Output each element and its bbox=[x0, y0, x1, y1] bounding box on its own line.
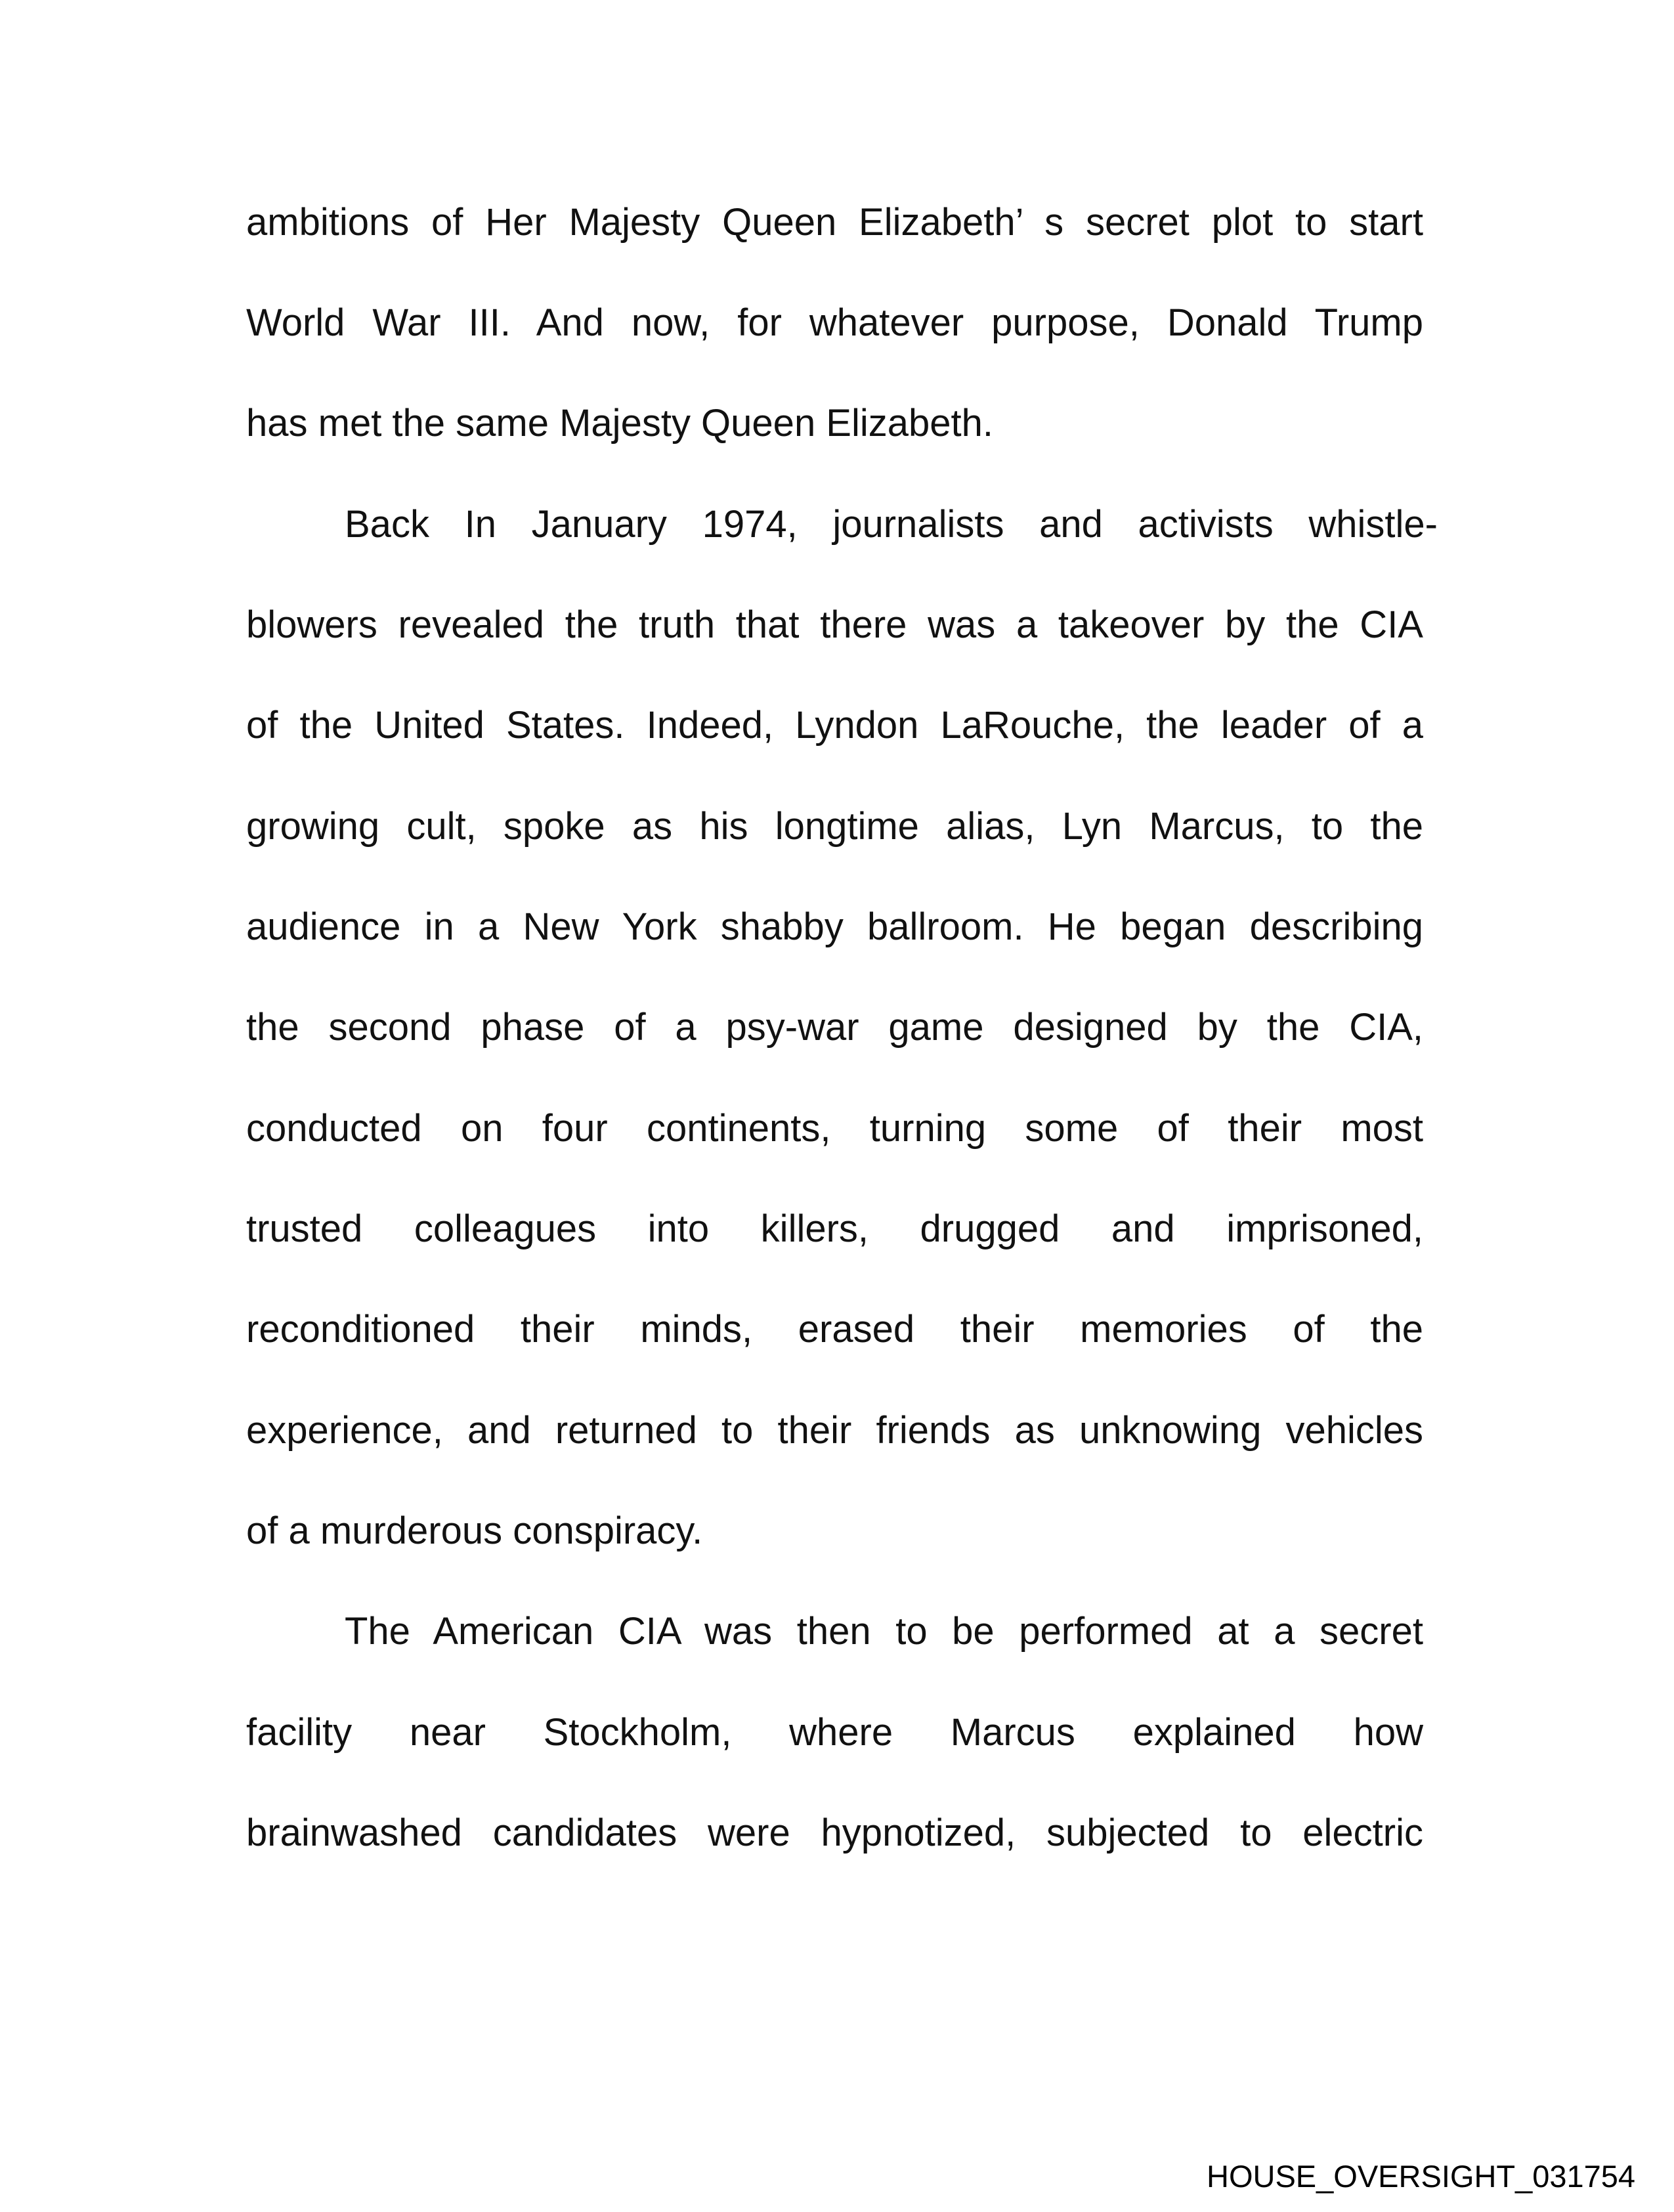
text-line: trusted colleagues into killers, drugged and imprisoned, bbox=[246, 1207, 1423, 1250]
bates-number: HOUSE_OVERSIGHT_031754 bbox=[1207, 2159, 1636, 2194]
text-line: the second phase of a psy-war game designed by the CIA, bbox=[246, 1006, 1423, 1049]
text-line: Back In January 1974, journalists and activists whistle- bbox=[345, 503, 1438, 546]
text-line: ambitions of Her Majesty Queen Elizabeth’ s secret plot to start bbox=[246, 201, 1423, 244]
text-line: has met the same Majesty Queen Elizabeth. bbox=[246, 402, 994, 445]
text-line: brainwashed candidates were hypnotized, subjected to electric bbox=[246, 1811, 1423, 1854]
text-line: reconditioned their minds, erased their memories of the bbox=[246, 1308, 1423, 1351]
text-line: growing cult, spoke as his longtime alias, Lyn Marcus, to the bbox=[246, 805, 1423, 848]
text-line: of the United States. Indeed, Lyndon LaRouche, the leader of a bbox=[246, 704, 1423, 747]
text-line: audience in a New York shabby ballroom. He began describing bbox=[246, 905, 1423, 948]
text-line: experience, and returned to their friends as unknowing vehicles bbox=[246, 1409, 1423, 1452]
text-line: The American CIA was then to be performed at a secret bbox=[345, 1610, 1423, 1653]
text-line: facility near Stockholm, where Marcus explained how bbox=[246, 1711, 1423, 1754]
text-line: of a murderous conspiracy. bbox=[246, 1509, 703, 1552]
text-line: World War III. And now, for whatever purpose, Donald Trump bbox=[246, 301, 1423, 344]
text-line: blowers revealed the truth that there was a takeover by the CIA bbox=[246, 603, 1423, 646]
text-line: conducted on four continents, turning some of their most bbox=[246, 1107, 1423, 1150]
